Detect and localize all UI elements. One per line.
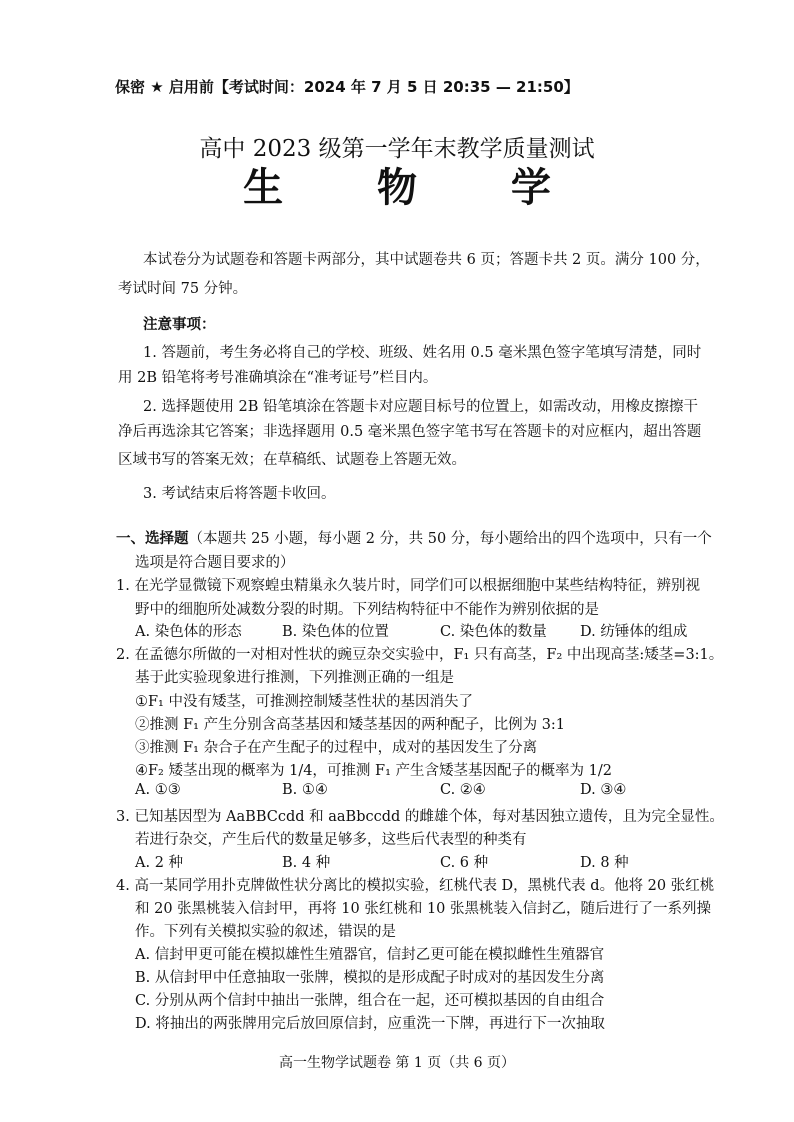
q4-stem-line-1: 4. 高一某同学用扑克牌做性状分离比的模拟实验，红桃代表 D，黑桃代表 d。他将 20 张红桃	[116, 878, 715, 894]
notice-item-2-line-3: 区域书写的答案无效；在草稿纸、试题卷上答题无效。	[118, 452, 466, 468]
notice-item-1-line-1: 1. 答题前，考生务必将自己的学校、班级、姓名用 0.5 毫米黑色签字笔填写清楚，同时	[143, 345, 702, 361]
exam-time-banner: 保密 ★ 启用前【考试时间：2024 年 7 月 5 日 20:35 — 21:50】	[115, 78, 579, 96]
q2-statement-2: ②推测 F₁ 产生分别含高茎基因和矮茎基因的两种配子，比例为 3:1	[135, 717, 566, 733]
q2-statement-1: ①F₁ 中没有矮茎，可推测控制矮茎性状的基因消失了	[135, 694, 473, 710]
q3-option-c: C. 6 种	[440, 855, 489, 871]
q4-option-d: D. 将抽出的两张牌用完后放回原信封，应重洗一下牌，再进行下一次抽取	[135, 1016, 605, 1032]
q2-stem-line-2: 基于此实验现象进行推测，下列推测正确的一组是	[135, 670, 454, 686]
q4-stem-line-2: 和 20 张黑桃装入信封甲，再将 10 张红桃和 10 张黑桃装入信封乙，随后进行了一系列操	[135, 901, 712, 917]
notice-heading: 注意事项：	[143, 317, 216, 333]
q3-option-d: D. 8 种	[580, 855, 629, 871]
exam-title: 高中 2023 级第一学年末教学质量测试	[199, 136, 595, 162]
q2-option-d: D. ③④	[580, 782, 627, 798]
notice-item-2-line-1: 2. 选择题使用 2B 铅笔填涂在答题卡对应题目标号的位置上，如需改动，用橡皮擦擦干	[143, 399, 699, 415]
intro-line-2: 考试时间 75 分钟。	[118, 281, 248, 297]
q2-stem-line-1: 2. 在孟德尔所做的一对相对性状的豌豆杂交实验中，F₁ 只有高茎，F₂ 中出现高茎:矮茎=3:1。	[116, 647, 724, 663]
section-heading-line-2: 选项是符合题目要求的）	[135, 555, 295, 571]
notice-item-1-line-2: 用 2B 铅笔将考号准确填涂在“准考证号”栏目内。	[118, 370, 438, 386]
q2-statement-4: ④F₂ 矮茎出现的概率为 1/4，可推测 F₁ 产生含矮茎基因配子的概率为 1/2	[135, 763, 612, 779]
section-heading-label: 一、选择题	[116, 531, 189, 547]
q3-stem-line-1: 3. 已知基因型为 AaBBCcdd 和 aaBbccdd 的雌雄个体，每对基因独立遗传，且为完全显性。	[116, 809, 724, 825]
notice-item-3: 3. 考试结束后将答题卡收回。	[143, 486, 336, 502]
q4-option-a: A. 信封甲更可能在模拟雄性生殖器官，信封乙更可能在模拟雌性生殖器官	[135, 947, 605, 963]
intro-line-1: 本试卷分为试题卷和答题卡两部分，其中试题卷共 6 页；答题卡共 2 页。满分 100 分，	[143, 252, 710, 268]
notice-item-2-line-2: 净后再选涂其它答案；非选择题用 0.5 毫米黑色签字笔书写在答题卡的对应框内，超出答题	[118, 424, 702, 440]
q4-stem-line-3: 作。下列有关模拟实验的叙述，错误的是	[135, 924, 396, 940]
q2-option-a: A. ①③	[135, 782, 181, 798]
page-footer: 高一生物学试题卷 第 1 页（共 6 页）	[278, 1055, 516, 1071]
q1-option-a: A. 染色体的形态	[135, 624, 242, 640]
q4-option-c: C. 分别从两个信封中抽出一张牌，组合在一起，还可模拟基因的自由组合	[135, 993, 605, 1009]
q2-option-b: B. ①④	[282, 782, 328, 798]
q1-stem-line-2: 野中的细胞所处减数分裂的时期。下列结构特征中不能作为辨别依据的是	[135, 602, 599, 618]
q2-statement-3: ③推测 F₁ 杂合子在产生配子的过程中，成对的基因发生了分离	[135, 740, 538, 756]
q3-stem-line-2: 若进行杂交，产生后代的数量足够多，这些后代表型的种类有	[135, 832, 527, 848]
q1-option-d: D. 纺锤体的组成	[580, 624, 688, 640]
q1-stem-line-1: 1. 在光学显微镜下观察蝗虫精巢永久装片时，同学们可以根据细胞中某些结构特征，辨别视	[116, 578, 700, 594]
q1-option-c: C. 染色体的数量	[440, 624, 547, 640]
section-heading	[116, 527, 712, 548]
subject-title: 生 物 学	[243, 164, 591, 211]
q2-option-c: C. ②④	[440, 782, 486, 798]
q1-option-b: B. 染色体的位置	[282, 624, 389, 640]
q4-option-b: B. 从信封甲中任意抽取一张牌，模拟的是形成配子时成对的基因发生分离	[135, 970, 605, 986]
q3-option-a: A. 2 种	[135, 855, 184, 871]
q3-option-b: B. 4 种	[282, 855, 331, 871]
section-heading-rest: （本题共 25 小题，每小题 2 分，共 50 分，每小题给出的四个选项中，只有一个	[188, 531, 712, 547]
